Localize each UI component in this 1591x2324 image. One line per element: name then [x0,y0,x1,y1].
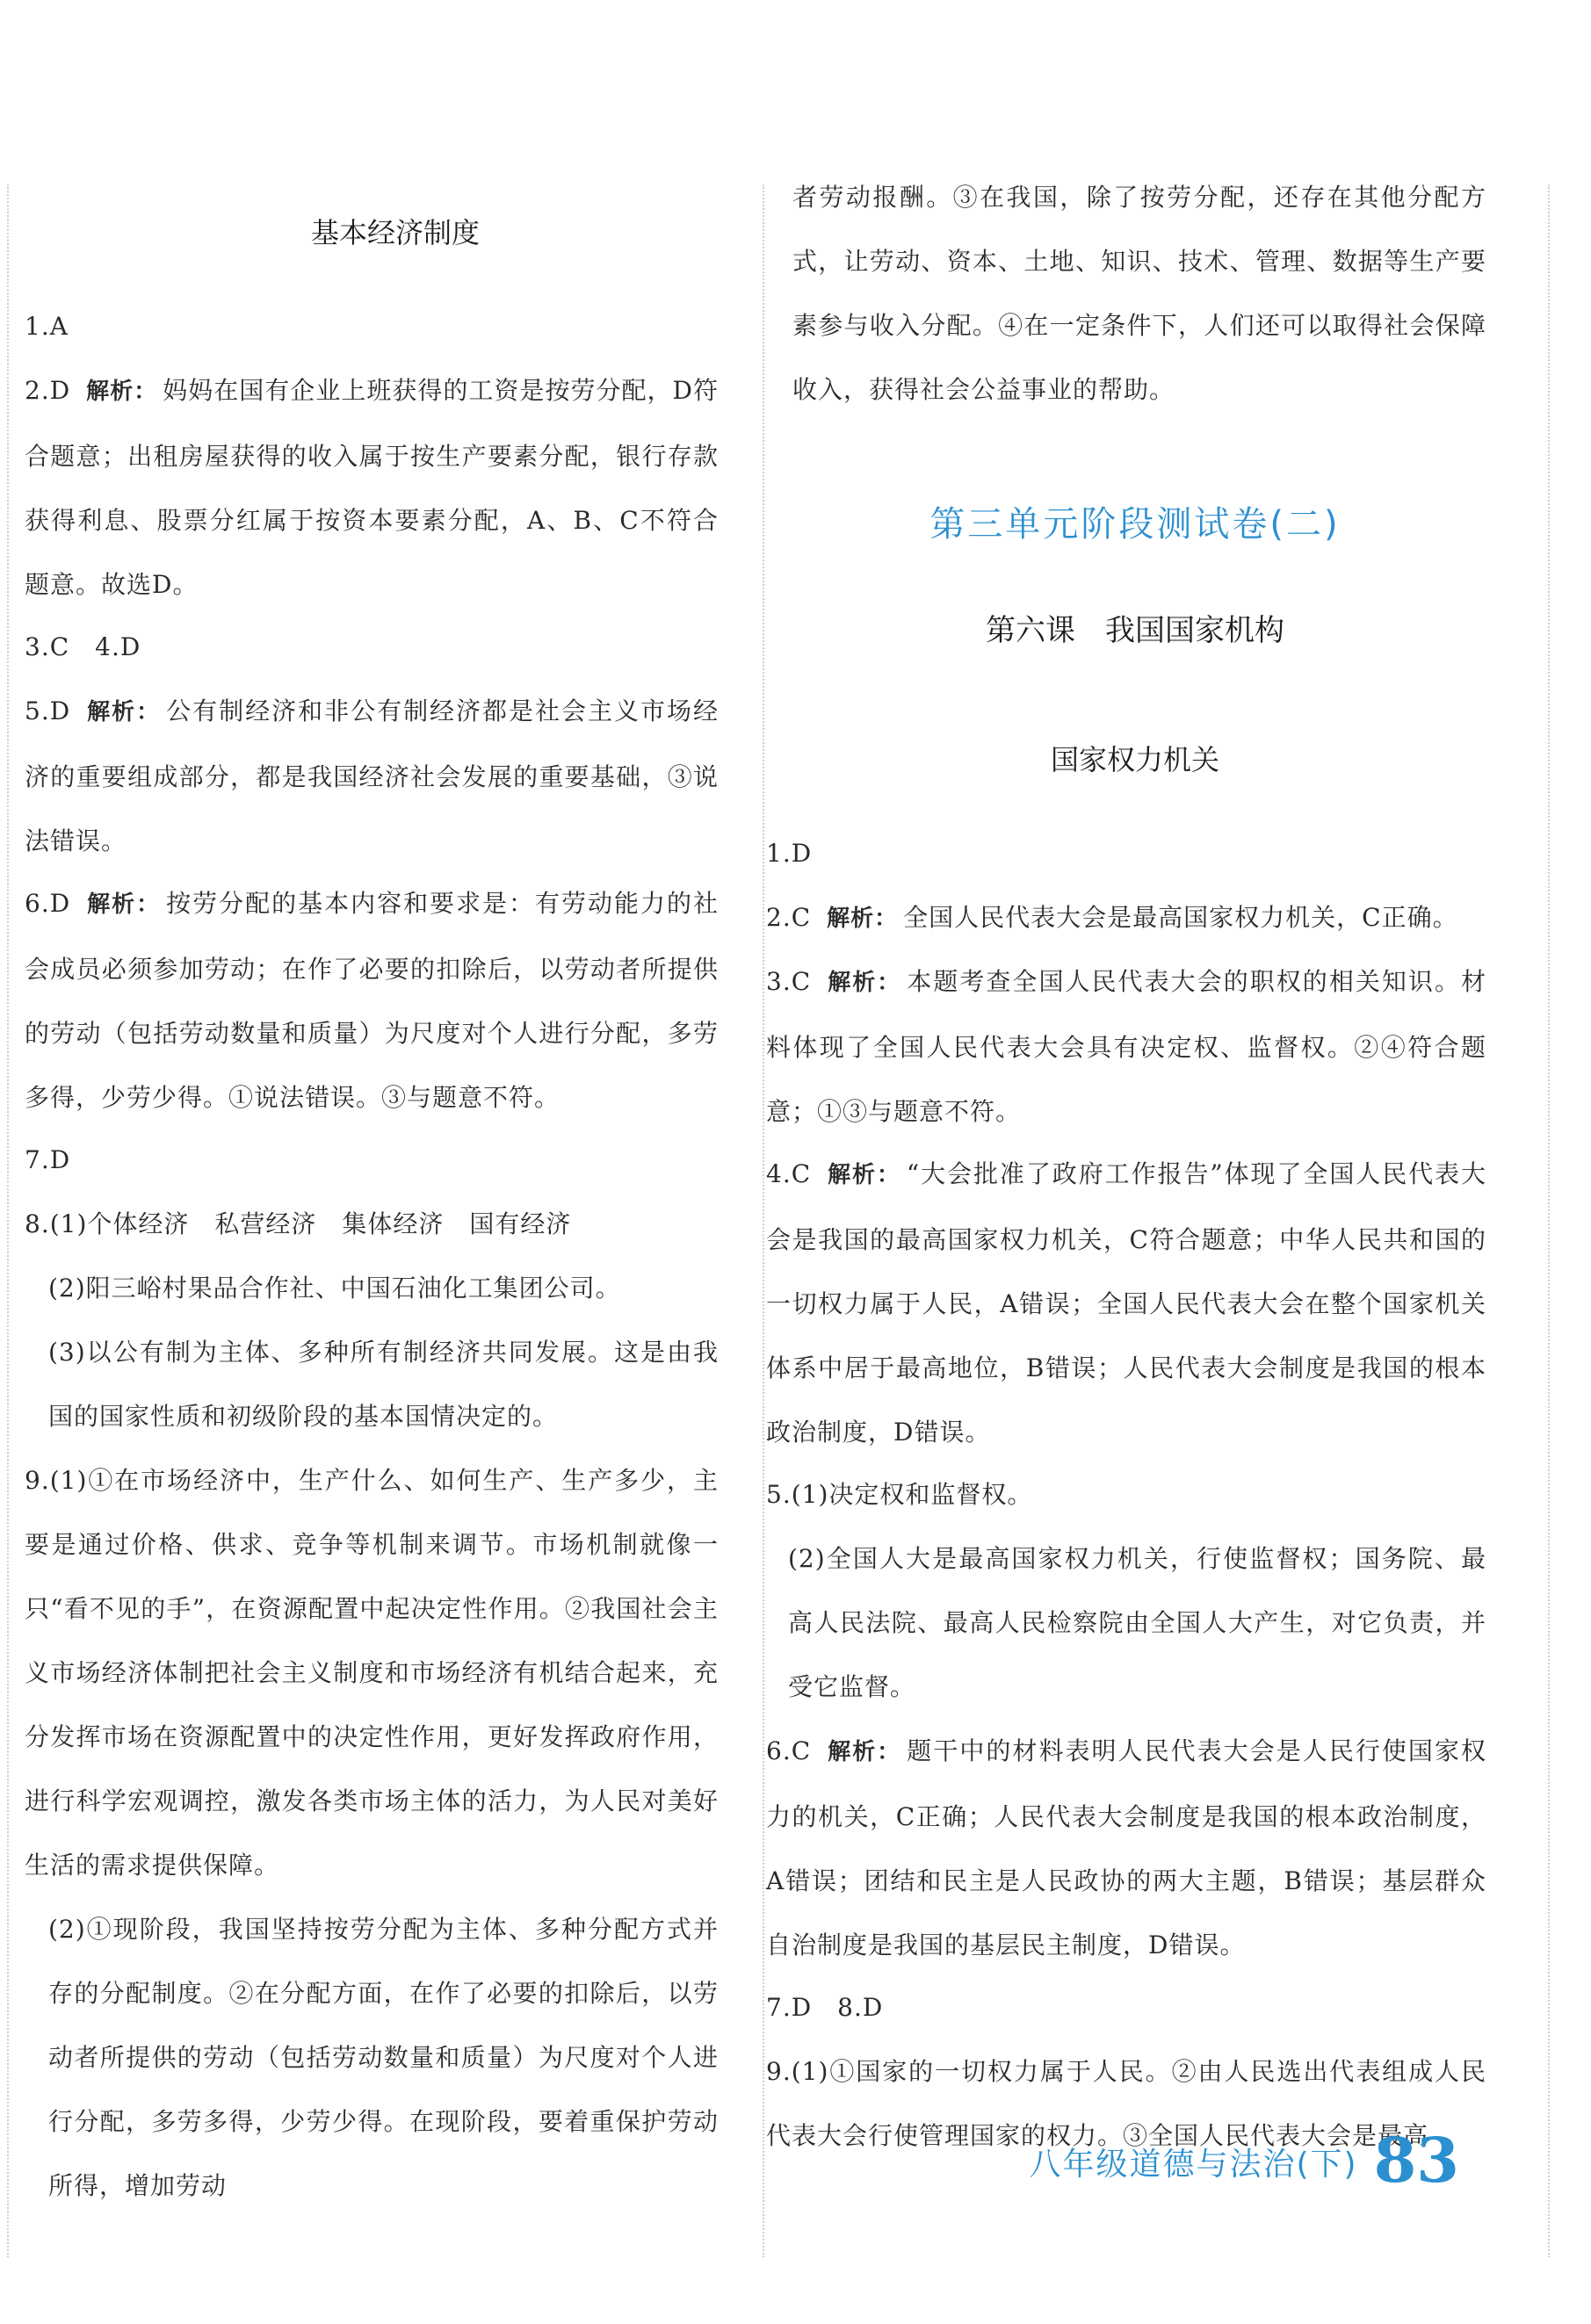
item-number: 2. [25,376,50,405]
answer-subitem [48,1897,719,2218]
continuation-text [792,165,1486,422]
item-text: (2)阳三峪村果品合作社、中国石油化工集团公司。 [48,1274,621,1303]
item-text: D 8.D [791,1993,884,2022]
item-text: A [49,312,69,341]
answer-item [766,949,1486,1144]
item-text: 按劳分配的基本内容和要求是：有劳动能力的社会成员必须参加劳动；在作了必要的扣除后，以劳动者所提供的劳动（包括劳动数量和质量）为尺度对个人进行分配，多劳多得，少劳少得。①说法错误。③与题意不符。 [25,889,719,1112]
answer-subitem [48,1256,719,1320]
item-answer: C [791,1159,812,1188]
analysis-label: 解析： [827,906,899,932]
answer-item [25,1192,719,1256]
item-number: 1. [25,312,50,341]
analysis-label: 解析： [86,891,162,918]
item-number: 8. [25,1209,50,1238]
item-answer: D [49,696,71,725]
item-text: 本题考查全国人民代表大会的职权的相关知识。材料体现了全国人民代表大会具有决定权、监督权。②④符合题意；①③与题意不符。 [766,967,1486,1126]
analysis-label: 解析： [827,1162,901,1188]
answer-subitem [788,1526,1486,1719]
column-divider [763,184,764,2257]
item-number: 9. [766,2057,792,2086]
item-text: (1)个体经济 私营经济 集体经济 国有经济 [49,1209,572,1238]
analysis-label: 解析： [86,699,162,725]
item-text: (2)①现阶段，我国坚持按劳分配为主体、多种分配方式并存的分配制度。②在分配方面，在作了必要的扣除后，以劳动者所提供的劳动（包括劳动数量和质量）为尺度对个人进行分配，多劳多得，少劳少得。在现阶段，要着重保护劳动所得，增加劳动 [48,1915,719,2200]
answer-item [766,1719,1486,1977]
item-number: 4. [766,1159,792,1188]
item-text: (1)①在市场经济中，生产什么、如何生产、生产多少，主要是通过价格、供求、竞争等机制来调节。市场机制就像一只“看不见的手”，在资源配置中起决定性作用。②我国社会主义市场经济体制把社会主义制度和市场经济有机结合起来，充分发挥市场在资源配置中的决定性作用，更好发挥政府作用，进行科学宏观调控，激发各类市场主体的活力，为人民对美好生活的需求提供保障。 [25,1466,719,1880]
item-text: 者劳动报酬。③在我国，除了按劳分配，还存在其他分配方式，让劳动、资本、土地、知识、技术、管理、数据等生产要素参与收入分配。④在一定条件下，人们还可以取得社会保障收入，获得社会公益事业的帮助。 [792,183,1486,404]
answer-item [766,1975,1486,2039]
item-answer: D [49,376,71,405]
item-number: 1. [766,839,792,868]
analysis-label: 解析： [827,1739,902,1765]
item-text: “大会批准了政府工作报告”体现了全国人民代表大会是我国的最高国家权力机关，C符合题意；中华人民共和国的一切权力属于人民，A错误；全国人民代表大会在整个国家机关体系中居于最高地位，B错误；人民代表大会制度是我国的根本政治制度，D错误。 [766,1159,1486,1447]
book-title: 八年级道德与法治(下) [1029,2147,1358,2183]
answer-item [25,294,719,358]
page-footer [1029,2121,1459,2197]
item-text: (2)全国人大是最高国家权力机关，行使监督权；国务院、最高人民法院、最高人民检察院由全国人大产生，对它负责，并受它监督。 [788,1544,1486,1701]
answer-subitem [48,1320,719,1448]
answer-item [766,885,1486,951]
item-number: 6. [25,889,50,918]
section-title-state-power-organ: 国家权力机关 [1050,743,1219,776]
answer-item [25,615,719,679]
item-answer: C [791,903,812,932]
lesson-title: 第六课 我国国家机构 [986,613,1284,648]
item-number: 5. [25,696,50,725]
item-number: 3. [25,632,50,661]
answer-item [25,358,719,617]
left-margin-rule [7,184,9,2257]
item-number: 6. [766,1736,792,1765]
item-text: (3)以公有制为主体、多种所有制经济共同发展。这是由我国的国家性质和初级阶段的基本国情决定的。 [48,1338,719,1431]
unit-test-title: 第三单元阶段测试卷(二) [929,504,1341,545]
answer-item [25,1128,719,1192]
item-text: 题干中的材料表明人民代表大会是人民行使国家权力的机关，C正确；人民代表大会制度是我国的根本政治制度，A错误；团结和民主是人民政协的两大主题，B错误；基层群众自治制度是我国的基层民主制度，D错误。 [766,1736,1486,1960]
item-text: 公有制经济和非公有制经济都是社会主义市场经济的重要组成部分，都是我国经济社会发展的重要基础，③说法错误。 [25,696,719,855]
item-number: 3. [766,967,792,996]
answer-item [25,871,719,1130]
item-number: 7. [25,1145,50,1174]
item-answer: C [791,1736,812,1765]
answer-item [766,1462,1486,1526]
item-text: C 4.D [49,632,141,661]
item-number: 7. [766,1993,792,2022]
item-number: 9. [25,1466,50,1495]
section-title-basic-economic-system: 基本经济制度 [310,216,480,249]
item-text: D [49,1145,71,1174]
right-margin-rule [1548,184,1550,2257]
answer-item [25,679,719,873]
item-number: 5. [766,1480,792,1509]
item-answer: C [791,967,812,996]
analysis-label: 解析： [86,379,158,405]
item-text: (1)决定权和监督权。 [791,1480,1033,1509]
item-number: 2. [766,903,792,932]
page-number: 83 [1373,2124,1459,2197]
analysis-label: 解析： [827,970,902,996]
answer-item [766,821,1486,885]
item-text: D [791,839,813,868]
item-answer: D [49,889,71,918]
item-text: (1)①国家的一切权力属于人民。②由人民选出代表组成人民代表大会行使管理国家的权力。③全国人民代表大会是最高 [766,2057,1486,2150]
answer-item [766,1142,1486,1464]
item-text: 妈妈在国有企业上班获得的工资是按劳分配，D符合题意；出租房屋获得的收入属于按生产要素分配，银行存款获得利息、股票分红属于按资本要素分配，A、B、C不符合题意。故选D。 [25,376,719,599]
answer-item [25,1448,719,1897]
item-text: 全国人民代表大会是最高国家权力机关，C正确。 [903,903,1458,932]
